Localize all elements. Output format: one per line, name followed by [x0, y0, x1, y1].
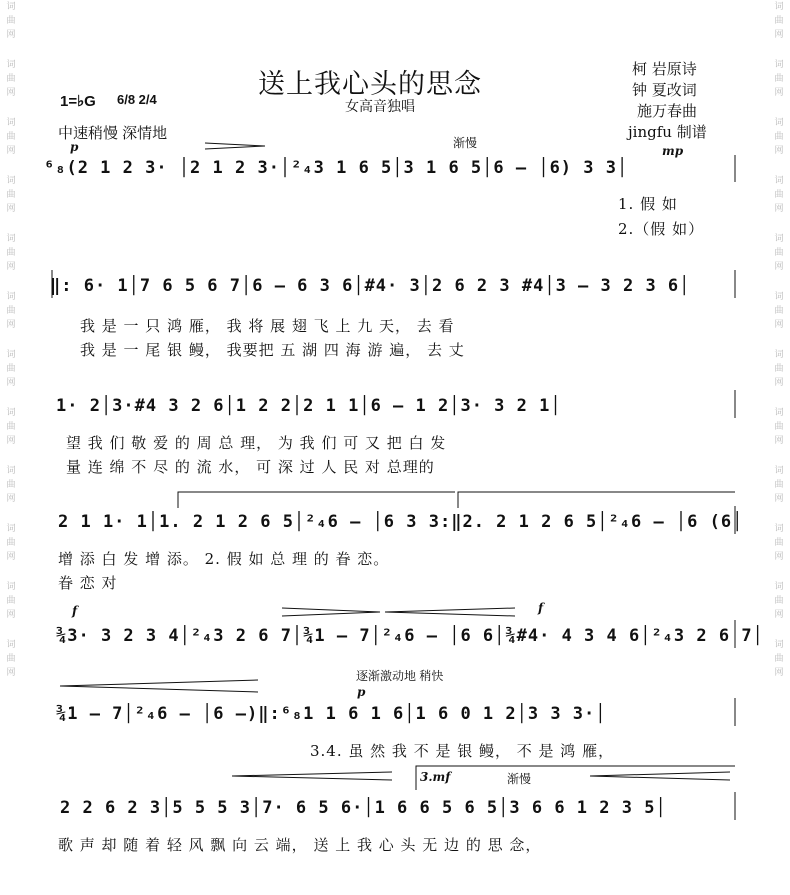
lyric-line: 量 连 绵 不 尽 的 流 水， 可 深 过 人 民 对 总理的 [66, 458, 435, 476]
decrescendo-hairpin [590, 776, 730, 780]
decrescendo-hairpin [282, 612, 380, 616]
decrescendo-hairpin [282, 608, 380, 612]
decrescendo-hairpin [60, 686, 258, 692]
ritardando-marking: 渐慢 [507, 772, 532, 786]
ritardando-marking: 渐慢 [453, 136, 478, 150]
tempo-change-marking: 逐渐激动地 稍快 [356, 669, 444, 683]
notation-line: ¾1 – 7│²₄6 – │6 –)‖:⁶₈1 1 6 1 6│1 6 0 1 2│3 3 3·│ [56, 704, 607, 724]
lyric-line: 眷 恋 对 [58, 574, 118, 592]
lyric-line: 我 是 一 尾 银 鳗， 我要把 五 湖 四 海 游 遍， 去 丈 [80, 341, 465, 359]
song-subtitle: 女高音独唱 [345, 99, 415, 115]
tempo-marking: 中速稍慢 深情地 [58, 125, 168, 142]
notation-line: 2 1 1· 1│1. 2 1 2 6 5│²₄6 – │6 3 3:‖2. 2 1 2 6 5│²₄6 – │6 (6│ [58, 512, 744, 532]
lyric-line: 2.（假 如） [618, 220, 705, 238]
credit-composer: 施万春曲 [637, 102, 698, 120]
dynamic-p: p [357, 685, 366, 699]
key-signature: 1=♭G [60, 93, 96, 110]
decrescendo-hairpin [590, 772, 730, 776]
decrescendo-hairpin [232, 776, 392, 780]
decrescendo-hairpin [232, 772, 392, 776]
volta-bracket-3 [416, 766, 735, 790]
volta-bracket-1 [178, 492, 455, 508]
credit-lyrics: 钟 夏改词 [632, 81, 697, 99]
lyric-line: 我 是 一 只 鸿 雁， 我 将 展 翅 飞 上 九 天， 去 看 [80, 317, 455, 335]
notation-line: 1· 2│3·#4 3 2 6│1 2 2│2 1 1│6 – 1 2│3· 3 2 1│ [56, 396, 562, 416]
notation-line: ⁶₈(2 1 2 3· │2 1 2 3·│²₄3 1 6 5│3 1 6 5│6 – │6) 3 3│ [44, 158, 629, 178]
crescendo-hairpin [385, 608, 515, 612]
lyric-line: 1. 假 如 [618, 195, 678, 213]
credit-engraver: jingfu 制谱 [628, 123, 707, 141]
lyric-line: 3.4. 虽 然 我 不 是 银 鳗， 不 是 鸿 雁， [310, 742, 615, 760]
volta-dynamic-mf: 3.mf [420, 770, 451, 784]
dynamic-f: f [538, 601, 544, 615]
crescendo-hairpin [385, 612, 515, 616]
watermark-column-right: 词曲网 词曲网 词曲网 词曲网 词曲网 词曲网 词曲网 词曲网 词曲网 词曲网 词曲网 词曲网 [774, 2, 784, 678]
credit-poem: 柯 岩原诗 [632, 60, 697, 78]
notation-line: 2 2 6 2 3│5 5 5 3│7· 6 5 6·│1 6 6 5 6 5│3 6 6 1 2 3 5│ [60, 798, 667, 818]
lyric-line: 歌 声 却 随 着 轻 风 飘 向 云 端， 送 上 我 心 头 无 边 的 思 念， [58, 836, 542, 854]
dynamic-p: p [70, 140, 79, 154]
crescendo-hairpin [205, 143, 265, 146]
volta-bracket-2 [458, 492, 735, 508]
notation-line: ¾3· 3 2 3 4│²₄3 2 6 7│¾1 – 7│²₄6 – │6 6│¾#4· 4 3 4 6│²₄3 2 6 7│ [56, 626, 764, 646]
watermark-column-left: 词曲网 词曲网 词曲网 词曲网 词曲网 词曲网 词曲网 词曲网 词曲网 词曲网 词曲网 词曲网 [6, 2, 16, 678]
decrescendo-hairpin [60, 680, 258, 686]
dynamic-mp: mp [662, 144, 684, 158]
lyric-line: 望 我 们 敬 爱 的 周 总 理， 为 我 们 可 又 把 白 发 [66, 434, 447, 452]
time-signature: 6/8 2/4 [117, 92, 157, 107]
song-title: 送上我心头的思念 [258, 69, 482, 100]
crescendo-hairpin [205, 146, 265, 149]
dynamic-f: f [72, 604, 78, 618]
lyric-line: 增 添 白 发 增 添。 2. 假 如 总 理 的 眷 恋。 [58, 550, 390, 568]
notation-line: ‖: 6· 1│7 6 5 6 7│6 – 6 3 6│#4· 3│2 6 2 3 #4│3 – 3 2 3 6│ [50, 276, 691, 296]
